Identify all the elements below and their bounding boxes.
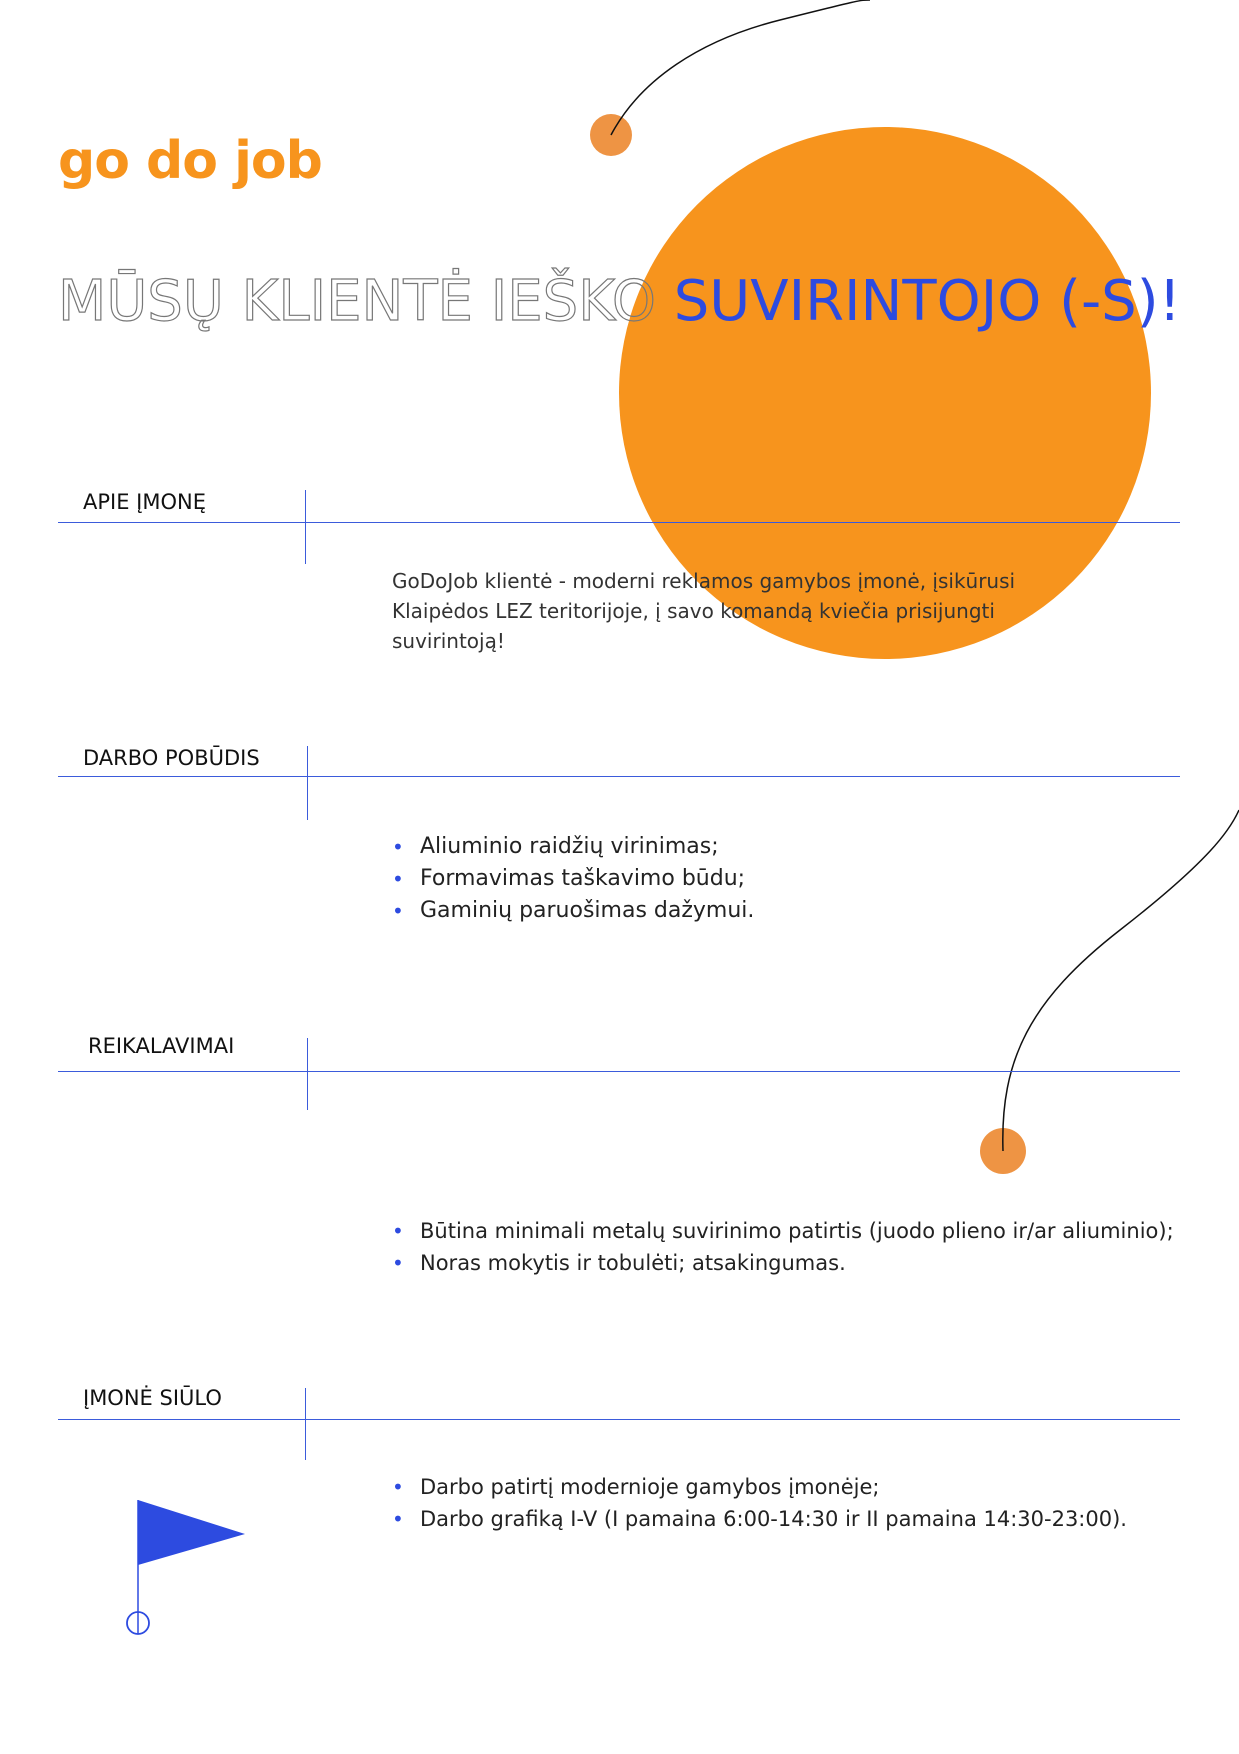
requirements-list [392, 1215, 1174, 1279]
curve-top [611, 0, 870, 135]
section-vline-4 [305, 1388, 306, 1460]
job-duties-list [392, 831, 754, 927]
section-vline-1 [305, 490, 306, 564]
list-item: • Būtina minimali metalų suvirinimo patirtis (juodo plieno ir/ar aliuminio); [392, 1219, 1174, 1243]
page-title [58, 268, 1181, 335]
section-divider-4 [58, 1419, 1180, 1420]
section-divider-1 [58, 522, 1180, 523]
list-item: • Gaminių paruošimas dažymui. [392, 898, 755, 923]
section-label-imone-siulo: ĮMONĖ SIŪLO [83, 1386, 222, 1410]
section-vline-3 [307, 1038, 308, 1110]
section-divider-2 [58, 776, 1180, 777]
title-outline: MŪSŲ KLIENTĖ IEŠKO [58, 269, 656, 334]
section-label-apie-imone: APIE ĮMONĘ [83, 490, 206, 514]
list-item: • Darbo patirtį modernioje gamybos įmonėje; [392, 1475, 880, 1499]
list-item: • Darbo grafiką I-V (I pamaina 6:00-14:30 ir II pamaina 14:30-23:00). [392, 1507, 1127, 1531]
list-item: • Noras mokytis ir tobulėti; atsakingumas. [392, 1251, 846, 1275]
list-item: • Formavimas taškavimo būdu; [392, 866, 746, 891]
title-highlight: SUVIRINTOJO (-S)! [673, 269, 1182, 334]
section-label-darbo-pobudis: DARBO POBŪDIS [83, 746, 260, 770]
offer-list [392, 1471, 1127, 1535]
company-description: GoDoJob klientė - moderni reklamos gamybos įmonė, įsikūrusi Klaipėdos LEZ teritorijoje, į savo komandą kviečia prisijungti suvirintoją! [392, 569, 1016, 653]
flag-icon [127, 1500, 245, 1634]
curve-right [1003, 810, 1239, 1151]
list-item: • Aliuminio raidžių virinimas; [392, 834, 719, 859]
godojob-logo: go do job [58, 131, 322, 191]
section-divider-3 [58, 1071, 1180, 1072]
section-vline-2 [307, 746, 308, 820]
section-label-reikalavimai: REIKALAVIMAI [88, 1034, 235, 1058]
